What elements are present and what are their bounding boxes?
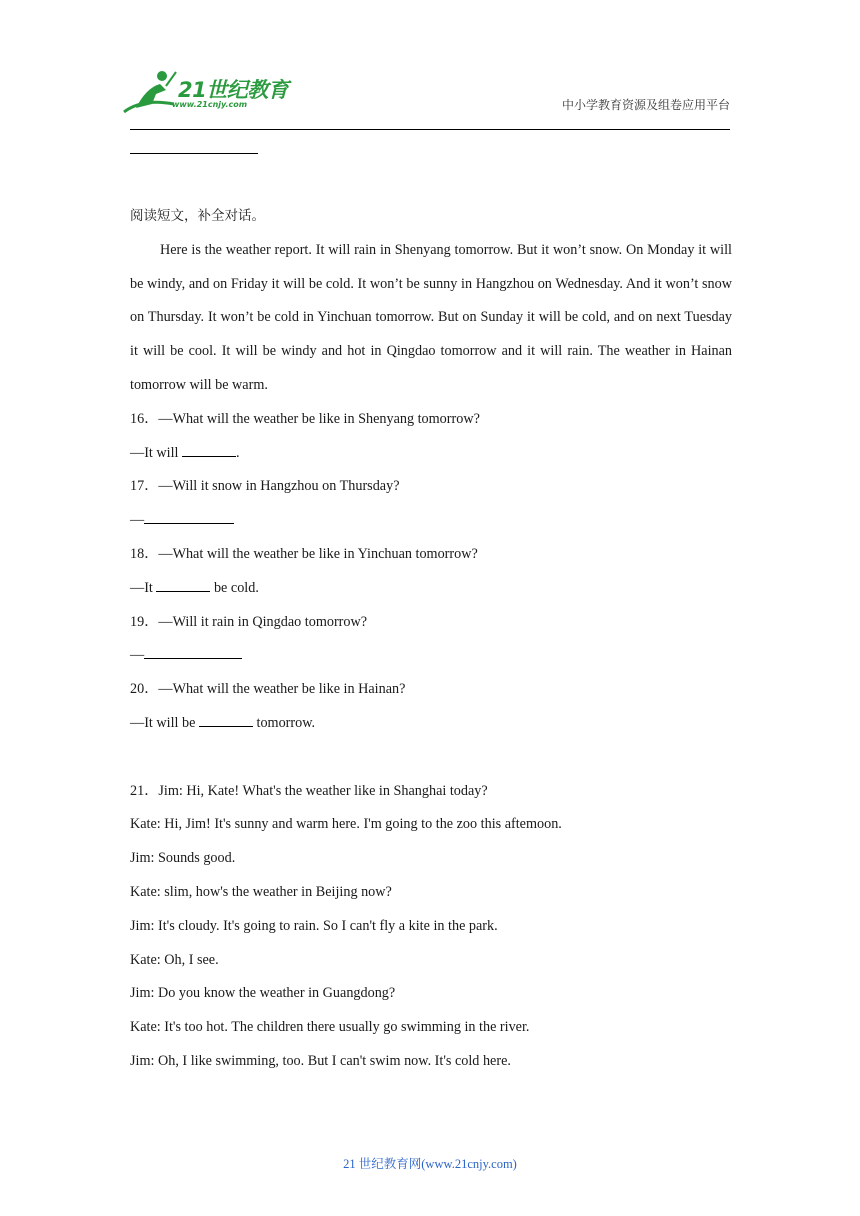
dialogue-line: Kate: It's too hot. The children there usually go swimming in the river. (130, 1019, 530, 1036)
answer-18: —It be cold. (130, 572, 732, 606)
question-19: 19．—Will it rain in Qingdao tomorrow? (130, 613, 368, 630)
dialogue-line: Jim: It's cloudy. It's going to rain. So I can't fly a kite in the park. (130, 917, 498, 934)
dialogue-line: Kate: slim, how's the weather in Beijing now? (130, 883, 392, 900)
runner-icon (122, 68, 178, 116)
question-16: 16．—What will the weather be like in Shenyang tomorrow? (130, 410, 480, 427)
page-header (0, 0, 860, 160)
document-body (130, 200, 732, 1079)
logo-url: www.21cnjy.com (172, 100, 248, 109)
short-divider (130, 153, 258, 154)
dialogue-line: Jim: Sounds good. (130, 850, 236, 867)
answer-blank[interactable] (144, 644, 242, 659)
answer-blank[interactable] (182, 442, 236, 457)
answer-blank[interactable] (156, 577, 210, 592)
answer-blank[interactable] (144, 509, 234, 524)
dialogue-line: 21．Jim: Hi, Kate! What's the weather like in Shanghai today? (130, 782, 488, 799)
question-20: 20．—What will the weather be like in Hainan? (130, 681, 406, 698)
dialogue-line: Jim: Oh, I like swimming, too. But I can't swim now. It's cold here. (130, 1052, 511, 1069)
answer-20: —It will be tomorrow. (130, 707, 732, 741)
platform-title: 中小学教育资源及组卷应用平台 (561, 98, 730, 112)
question-18: 18．—What will the weather be like in Yinchuan tomorrow? (130, 545, 478, 562)
spacer (130, 741, 732, 775)
logo-text: 21世纪教育 (178, 78, 289, 102)
dialogue-line: Jim: Do you know the weather in Guangdong? (130, 985, 396, 1002)
page-footer[interactable]: 21 世纪教育网(www.21cnjy.com) (343, 1157, 517, 1171)
passage: Here is the weather report. It will rain in Shenyang tomorrow. But it won’t snow. On Monday it will be windy, and on Friday it will be cold. It won’t be sunny in Hangzhou on Wednesday. And it won’t snow on Thursday. It won’t be cold in Yinchuan tomorrow. But on Sunday it will be cold, and on next Tuesday it will be cool. It will be windy and hot in Qingdao tomorrow and it will rain. The weather in Hainan tomorrow will be warm. (130, 241, 732, 393)
header-divider (130, 129, 730, 130)
answer-17: — (130, 504, 732, 538)
answer-16: —It will . (130, 437, 732, 471)
question-17: 17．—Will it snow in Hangzhou on Thursday? (130, 478, 400, 495)
answer-19: — (130, 639, 732, 673)
dialogue-line: Kate: Hi, Jim! It's sunny and warm here. I'm going to the zoo this aftemoon. (130, 816, 562, 833)
logo (122, 68, 292, 116)
dialogue-line: Kate: Oh, I see. (130, 951, 219, 968)
instruction: 阅读短文，补全对话。 (130, 208, 265, 224)
answer-blank[interactable] (199, 712, 253, 727)
